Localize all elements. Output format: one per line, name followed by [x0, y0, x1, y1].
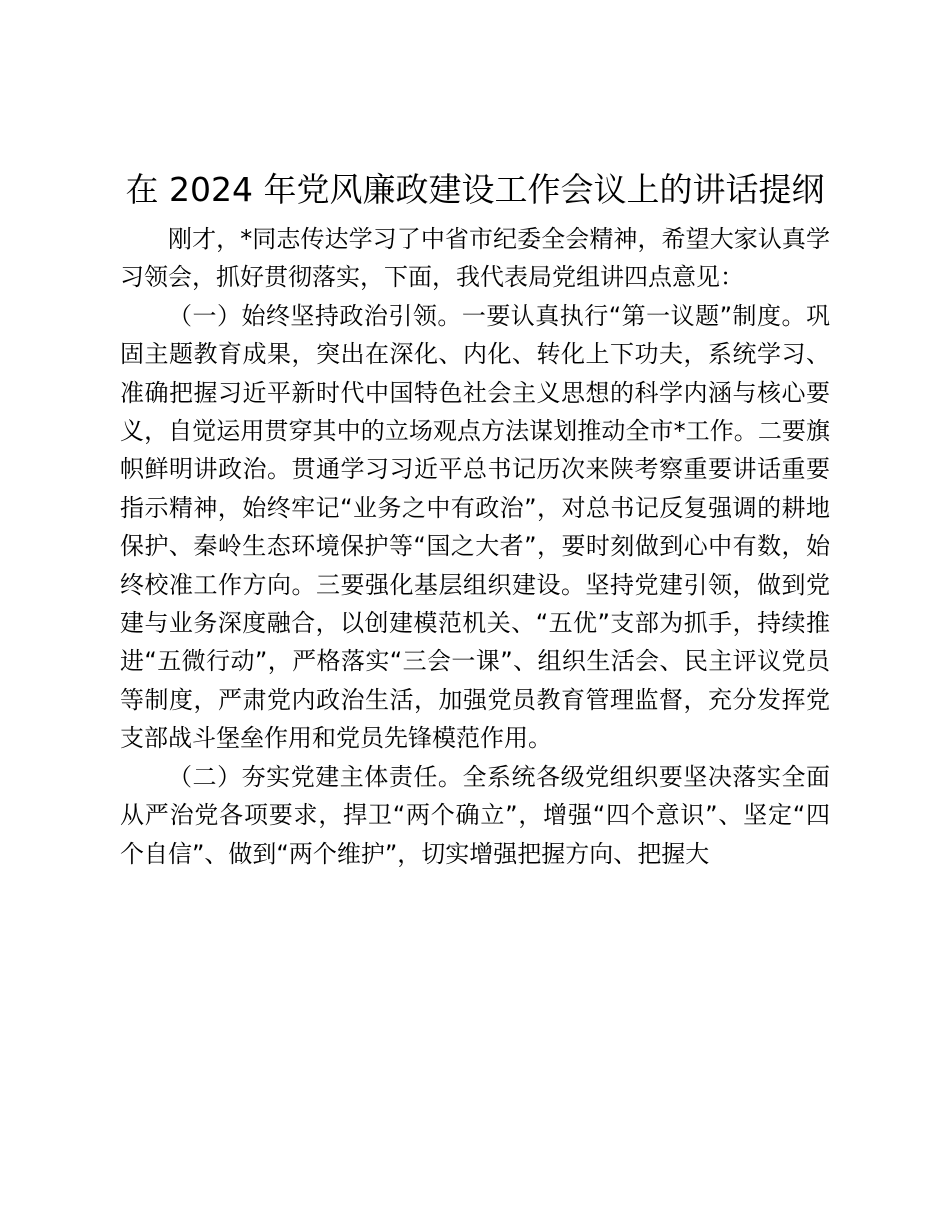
paragraph-section-1: （一）始终坚持政治引领。一要认真执行“第一议题”制度。巩固主题教育成果，突出在深化、内化、转化上下功夫，系统学习、准确把握习近平新时代中国特色社会主义思想的科学内涵与核心要义，自觉运用贯穿其中的立场观点方法谋划推动全市*工作。二要旗帜鲜明讲政治。贯通学习习近平总书记历次来陕考察重要讲话重要指示精神，始终牢记“业务之中有政治”，对总书记反复强调的耕地保护、秦岭生态环境保护等“国之大者”，要时刻做到心中有数，始终校准工作方向。三要强化基层组织建设。坚持党建引领，做到党建与业务深度融合，以创建模范机关、“五优”支部为抓手，持续推进“五微行动”，严格落实“三会一课”、组织生活会、民主评议党员等制度，严肃党内政治生活，加强党员教育管理监督，充分发挥党支部战斗堡垒作用和党员先锋模范作用。: [120, 301, 830, 753]
document-body: [120, 220, 830, 873]
paragraph-section-2: （二）夯实党建主体责任。全系统各级党组织要坚决落实全面从严治党各项要求，捍卫“两个确立”，增强“四个意识”、坚定“四个自信”、做到“两个维护”，切实增强把握方向、把握大: [120, 762, 830, 868]
document-title: 在 2024 年党风廉政建设工作会议上的讲话提纲: [125, 170, 825, 209]
paragraph-intro: 刚才，*同志传达学习了中省市纪委全会精神，希望大家认真学习领会，抓好贯彻落实，下面，我代表局党组讲四点意见：: [120, 225, 830, 292]
